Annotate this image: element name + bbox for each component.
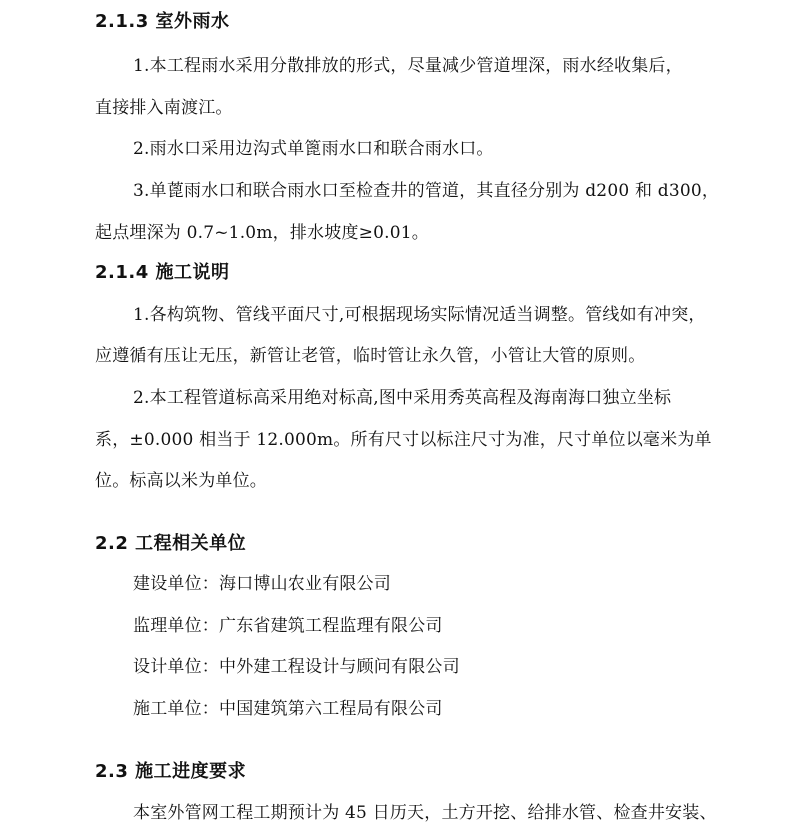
- unit-supervision: 监理单位：广东省建筑工程监理有限公司: [133, 616, 443, 636]
- paragraph-line: 本室外管网工程工期预计为 45 日历天，土方开挖、给排水管、检查井安装、: [133, 803, 717, 823]
- unit-contractor: 施工单位：中国建筑第六工程局有限公司: [133, 699, 443, 719]
- section-heading-2-2: 2.2 工程相关单位: [95, 533, 247, 554]
- paragraph-line: 位。标高以米为单位。: [95, 471, 267, 491]
- paragraph-line: 系，±0.000 相当于 12.000m。所有尺寸以标注尺寸为准，尺寸单位以毫米为单: [95, 430, 712, 450]
- paragraph-line: 应遵循有压让无压，新管让老管，临时管让永久管，小管让大管的原则。: [95, 346, 646, 366]
- paragraph-line: 1.本工程雨水采用分散排放的形式，尽量减少管道埋深，雨水经收集后，: [133, 56, 683, 76]
- paragraph-line: 2.本工程管道标高采用绝对标高,图中采用秀英高程及海南海口独立坐标: [133, 388, 672, 408]
- paragraph-line: 2.雨水口采用边沟式单篦雨水口和联合雨水口。: [133, 139, 494, 159]
- section-heading-2-1-4: 2.1.4 施工说明: [95, 262, 230, 283]
- section-heading-2-1-3: 2.1.3 室外雨水: [95, 11, 230, 32]
- paragraph-line: 起点埋深为 0.7~1.0m，排水坡度≥0.01。: [95, 223, 429, 243]
- paragraph-line: 3.单蓖雨水口和联合雨水口至检查井的管道，其直径分别为 d200 和 d300，: [133, 181, 720, 201]
- unit-design: 设计单位：中外建工程设计与顾问有限公司: [133, 657, 460, 677]
- paragraph-line: 1.各构筑物、管线平面尺寸,可根据现场实际情况适当调整。管线如有冲突，: [133, 305, 706, 325]
- paragraph-line: 直接排入南渡江。: [95, 98, 233, 118]
- section-heading-2-3: 2.3 施工进度要求: [95, 761, 247, 782]
- unit-construction: 建设单位：海口博山农业有限公司: [133, 574, 391, 594]
